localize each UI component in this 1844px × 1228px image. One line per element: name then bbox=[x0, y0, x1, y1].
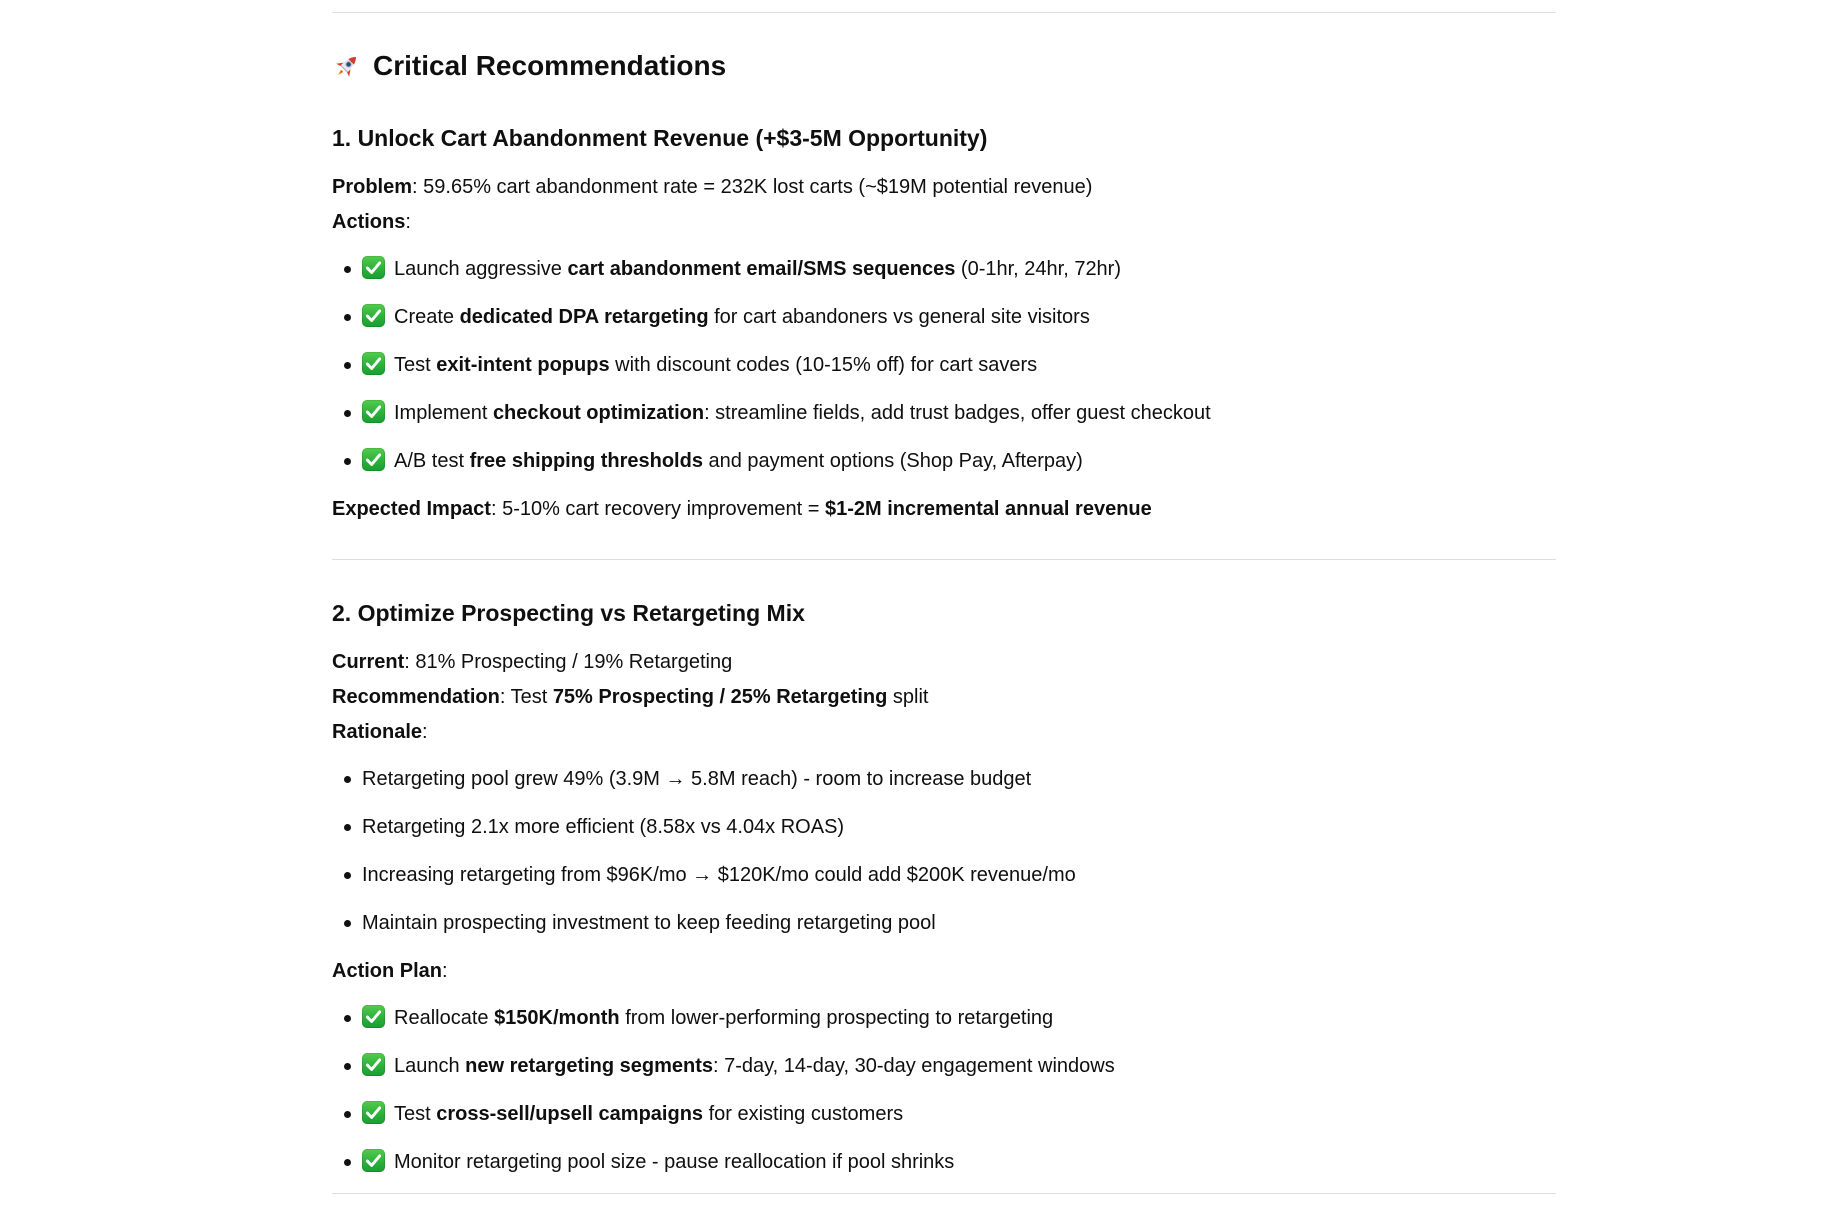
bullet-icon bbox=[344, 314, 351, 321]
bullet-icon bbox=[344, 824, 351, 831]
action-item-text: A/B test free shipping thresholds and payment options (Shop Pay, Afterpay) bbox=[394, 450, 1083, 472]
bullet-icon bbox=[344, 362, 351, 369]
action-item-text: Test exit-intent popups with discount codes (10-15% off) for cart savers bbox=[394, 354, 1038, 376]
rationale-item bbox=[332, 762, 1556, 797]
check-icon bbox=[362, 400, 385, 423]
check-icon bbox=[362, 256, 385, 279]
top-divider bbox=[332, 12, 1556, 13]
rationale-item-text: Retargeting 2.1x more efficient (8.58x vs 4.04x ROAS) bbox=[362, 816, 845, 838]
page-title-text: Critical Recommendations bbox=[373, 50, 727, 81]
action-item bbox=[332, 1097, 1556, 1132]
page-title bbox=[332, 47, 1556, 85]
check-icon bbox=[362, 352, 385, 375]
rationale-item bbox=[332, 858, 1556, 893]
rationale-item bbox=[332, 906, 1556, 941]
action-item-text: Reallocate $150K/month from lower-performing prospecting to retargeting bbox=[394, 1007, 1054, 1029]
action-item bbox=[332, 396, 1556, 431]
action-plan-label: Action Plan: bbox=[332, 960, 448, 982]
check-icon bbox=[362, 1053, 385, 1076]
check-icon bbox=[362, 448, 385, 471]
check-icon bbox=[362, 1149, 385, 1172]
bullet-icon bbox=[344, 266, 351, 273]
bullet-icon bbox=[344, 1111, 351, 1118]
action-item-text: Launch new retargeting segments: 7-day, 14-day, 30-day engagement windows bbox=[394, 1055, 1115, 1077]
check-icon bbox=[362, 1101, 385, 1124]
bullet-icon bbox=[344, 410, 351, 417]
action-item bbox=[332, 1049, 1556, 1084]
rationale-item-text: Increasing retargeting from $96K/mo → $120K/mo could add $200K revenue/mo bbox=[362, 864, 1076, 886]
action-item bbox=[332, 444, 1556, 479]
actions-label: Actions: bbox=[332, 211, 411, 233]
section-2-actions-list bbox=[332, 1001, 1556, 1180]
bottom-divider bbox=[332, 1193, 1556, 1194]
bullet-icon bbox=[344, 872, 351, 879]
rationale-list bbox=[332, 762, 1556, 941]
action-item bbox=[332, 300, 1556, 335]
bullet-icon bbox=[344, 1063, 351, 1070]
bullet-icon bbox=[344, 458, 351, 465]
action-item-text: Create dedicated DPA retargeting for cart abandoners vs general site visitors bbox=[394, 306, 1090, 328]
expected-impact-line: Expected Impact: 5-10% cart recovery improvement = $1-2M incremental annual revenue bbox=[332, 498, 1152, 520]
bullet-icon bbox=[344, 920, 351, 927]
action-item-text: Launch aggressive cart abandonment email/SMS sequences (0-1hr, 24hr, 72hr) bbox=[394, 258, 1122, 280]
rocket-icon bbox=[332, 51, 362, 81]
bullet-icon bbox=[344, 776, 351, 783]
section-divider bbox=[332, 559, 1556, 560]
check-icon bbox=[362, 304, 385, 327]
current-line: Current: 81% Prospecting / 19% Retargeting bbox=[332, 651, 733, 673]
bullet-icon bbox=[344, 1015, 351, 1022]
action-item bbox=[332, 252, 1556, 287]
recommendation-line: Recommendation: Test 75% Prospecting / 25% Retargeting split bbox=[332, 686, 929, 708]
action-item-text: Test cross-sell/upsell campaigns for existing customers bbox=[394, 1103, 904, 1125]
action-item-text: Implement checkout optimization: streamline fields, add trust badges, offer guest checkout bbox=[394, 402, 1211, 424]
problem-line: Problem: 59.65% cart abandonment rate = 232K lost carts (~$19M potential revenue) bbox=[332, 176, 1093, 198]
rationale-item-text: Maintain prospecting investment to keep feeding retargeting pool bbox=[362, 912, 936, 934]
action-item bbox=[332, 348, 1556, 383]
rationale-item bbox=[332, 810, 1556, 845]
action-item bbox=[332, 1001, 1556, 1036]
check-icon bbox=[362, 1005, 385, 1028]
action-item bbox=[332, 1145, 1556, 1180]
section-2-intro bbox=[332, 645, 1556, 750]
bullet-icon bbox=[344, 1159, 351, 1166]
rationale-item-text: Retargeting pool grew 49% (3.9M → 5.8M reach) - room to increase budget bbox=[362, 768, 1032, 790]
rationale-label: Rationale: bbox=[332, 721, 428, 743]
section-1-title: 1. Unlock Cart Abandonment Revenue (+$3-5M Opportunity) bbox=[332, 125, 988, 151]
section-1-intro bbox=[332, 170, 1556, 240]
action-item-text: Monitor retargeting pool size - pause reallocation if pool shrinks bbox=[394, 1151, 955, 1173]
section-1-actions-list bbox=[332, 252, 1556, 479]
section-2-title: 2. Optimize Prospecting vs Retargeting Mix bbox=[332, 600, 805, 626]
document-page bbox=[332, 12, 1556, 1194]
